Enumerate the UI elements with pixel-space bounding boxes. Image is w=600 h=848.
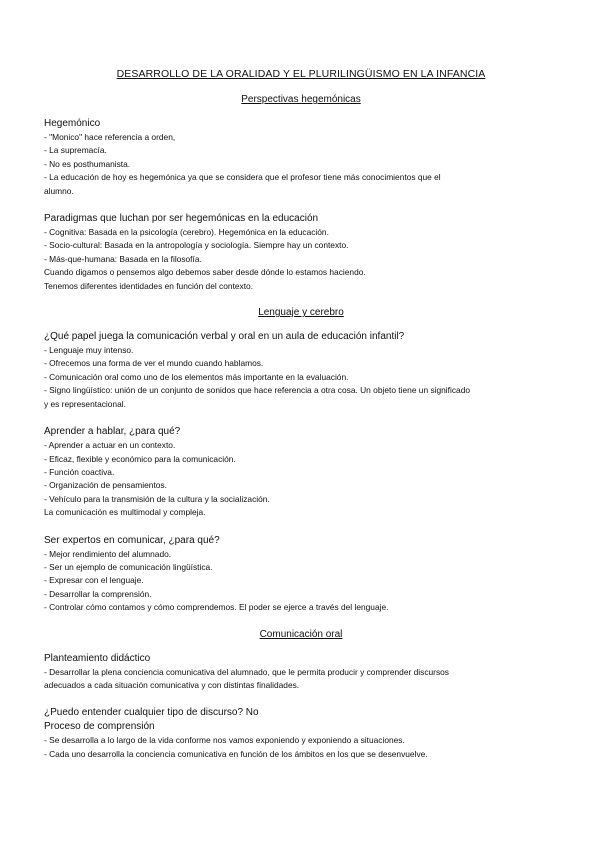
text-line: - Ofrecemos una forma de ver el mundo cuando hablamos. — [44, 358, 264, 369]
block-heading: Ser expertos en comunicar, ¿para qué? — [44, 534, 220, 546]
text-line: - Controlar cómo contamos y cómo comprendemos. El poder se ejerce a través del lenguaje. — [44, 602, 389, 613]
text-line: Cuando digamos o pensemos algo debemos saber desde dónde lo estamos haciendo. — [44, 267, 366, 278]
document-title: DESARROLLO DE LA ORALIDAD Y EL PLURILINGÜISMO EN LA INFANCIA — [116, 68, 486, 80]
text-line: - Eficaz, flexible y económico para la comunicación. — [44, 453, 236, 464]
text-line: La comunicación es multimodal y compleja. — [44, 507, 206, 518]
block-papel-comunicacion — [44, 330, 558, 411]
block-paradigmas — [44, 212, 558, 293]
block-hegemonico — [44, 117, 558, 198]
block-planteamiento — [44, 652, 558, 693]
text-line: - Signo lingüístico: unión de un conjunto de sonidos que hace referencia a otra cosa. Un objeto tiene un significado — [44, 385, 471, 396]
text-line: - Desarrollar la comprensión. — [44, 588, 152, 599]
block-subheading: Proceso de comprensión — [44, 721, 155, 733]
text-line: - Función coactiva. — [44, 466, 115, 477]
block-heading: ¿Puedo entender cualquier tipo de discurso? No — [44, 707, 259, 719]
text-line: - Expresar con el lenguaje. — [44, 575, 144, 586]
text-line: - Cognitiva: Basada en la psicología (cerebro). Hegemónica en la educación. — [44, 227, 329, 238]
text-line: - Socio-cultural: Basada en la antropología y sociología. Siempre hay un contexto. — [44, 240, 349, 251]
text-line: - Comunicación oral como uno de los elementos más importante en la evaluación. — [44, 371, 349, 382]
text-line: - Vehículo para la transmisión de la cultura y la socialización. — [44, 493, 270, 504]
text-line: Tenemos diferentes identidades en función del contexto. — [44, 280, 254, 291]
text-line: - La supremacía. — [44, 145, 107, 156]
document-page — [44, 68, 558, 775]
text-line: - Organización de pensamientos. — [44, 480, 167, 491]
block-heading: Hegemónico — [44, 118, 101, 129]
text-line: alumno. — [44, 185, 74, 196]
text-line: - Aprender a actuar en un contexto. — [44, 440, 176, 451]
block-heading: Planteamiento didáctico — [44, 652, 151, 664]
text-line: y es representacional. — [44, 398, 126, 409]
text-line: - Mejor rendimiento del alumnado. — [44, 548, 172, 559]
block-aprender-hablar — [44, 425, 558, 519]
text-line: - La educación de hoy es hegemónica ya que se considera que el profesor tiene más conocimientos que el — [44, 172, 441, 183]
text-line: - Se desarrolla a lo largo de la vida conforme nos vamos exponiendo y exponiendo a situaciones. — [44, 735, 405, 746]
text-line: adecuados a cada situación comunicativa y con distintas finalidades. — [44, 679, 300, 690]
text-line: - Cada uno desarrolla la conciencia comunicativa en función de los ámbitos en los que se desenvuelve. — [44, 748, 428, 759]
text-line: - Desarrollar la plena conciencia comunicativa del alumnado, que le permita producir y comprender discursos — [44, 666, 449, 677]
block-expertos — [44, 534, 558, 615]
text-line: - No es posthumanista. — [44, 158, 131, 169]
text-line: - "Monico" hace referencia a orden, — [44, 132, 176, 142]
section-heading-perspectivas: Perspectivas hegemónicas — [241, 94, 361, 105]
text-line: - Lenguaje muy intenso. — [44, 345, 134, 356]
text-line: - Ser un ejemplo de comunicación lingüística. — [44, 561, 213, 572]
block-comprension — [44, 706, 558, 761]
section-heading-comunicacion-oral: Comunicación oral — [259, 628, 343, 640]
block-heading: Aprender a hablar, ¿para qué? — [44, 426, 181, 438]
section-heading-lenguaje: Lenguaje y cerebro — [258, 307, 344, 319]
block-heading: Paradigmas que luchan por ser hegemónicas en la educación — [44, 213, 319, 225]
block-heading: ¿Qué papel juega la comunicación verbal y oral en un aula de educación infantil? — [44, 331, 405, 343]
text-line: - Más-que-humana: Basada en la filosofía. — [44, 253, 202, 264]
